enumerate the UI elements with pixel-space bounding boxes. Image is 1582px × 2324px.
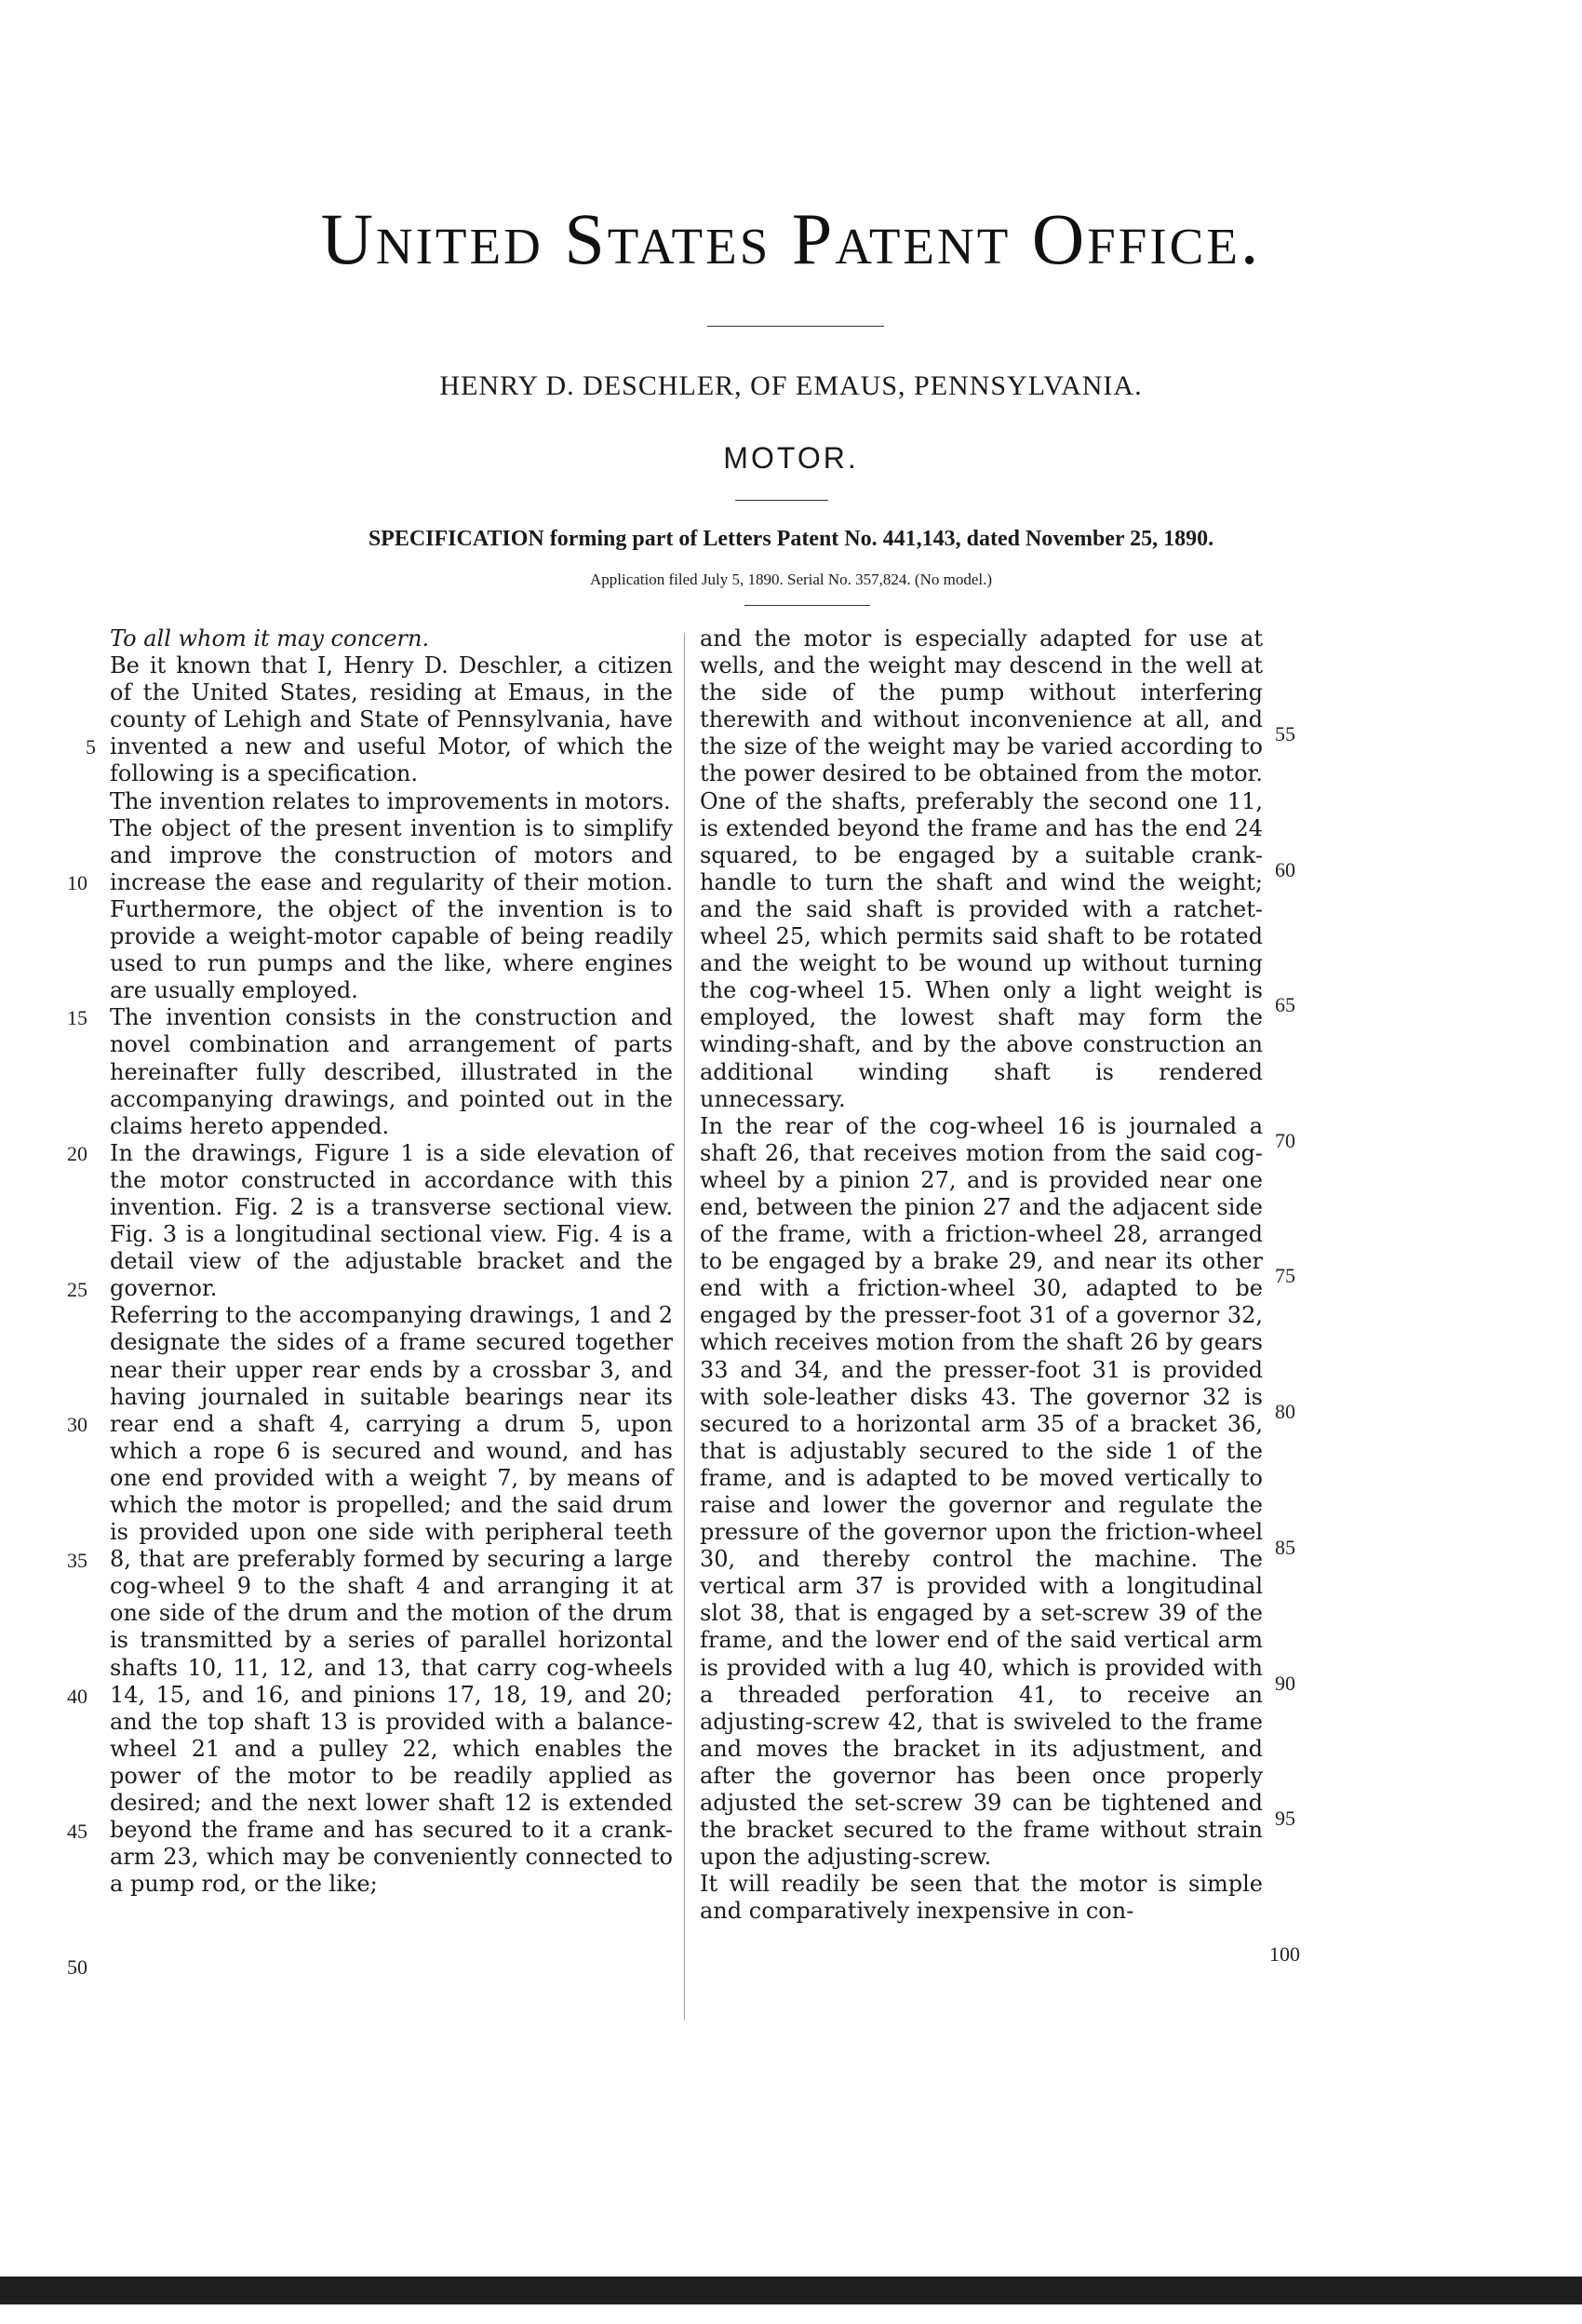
line-number: 50 [67,1955,87,1979]
paragraph: It will readily be seen that the motor is simple and comparatively inexpensive in con- [700,1871,1263,1925]
paragraph: In the drawings, Figure 1 is a side elevation of the motor constructed in accordance with this invention. Fig. 2 is a transverse sectional view. Fig. 3 is a longitudinal sectional view. Fig. 4 is a detail view of the adjustable bracket and the governor. [110,1139,673,1302]
line-number: 15 [67,1006,87,1029]
salutation: To all whom it may concern. [110,625,430,652]
line-number: 95 [1275,1807,1295,1830]
specification-line: SPECIFICATION forming part of Letters Patent No. 441,143, dated November 25, 1890. [368,527,1214,551]
line-number: 60 [1275,858,1295,881]
column-divider [684,633,685,2020]
paragraph: The object of the present invention is to simplify and improve the construction of motors and increase the ease and regularity of their motion. Furthermore, the object of the invention is to provide a weight-motor capable of being readily used to run pumps and the like, where engines are usually employed. [110,814,673,1004]
right-column [700,625,1263,1926]
inventor-line: HENRY D. DESCHLER, OF EMAUS, PENNSYLVANIA. [439,370,1143,401]
application-line: Application filed July 5, 1890. Serial No. 357,824. (No model.) [589,571,993,588]
invention-title: MOTOR. [723,441,859,475]
title-rule [707,326,884,327]
line-number: 40 [67,1685,87,1708]
line-number: 100 [1269,1942,1300,1966]
line-number: 90 [1275,1672,1295,1695]
line-number: 25 [67,1278,87,1301]
paragraph: The invention consists in the construction and novel combination and arrangement of parts hereinafter fully described, illustrated in the accompanying drawings, and pointed out in the claims hereto appended. [110,1004,673,1139]
line-number: 45 [67,1820,87,1843]
line-number: 20 [67,1142,87,1165]
line-number: 30 [67,1413,87,1436]
line-number: 5 [86,735,96,759]
invention-rule [735,500,828,501]
paragraph: Referring to the accompanying drawings, 1 and 2 designate the sides of a frame secured together near their upper rear ends by a crossbar 3, and having journaled in suitable bearings near its rear end a shaft 4, carrying a drum 5, upon which a rope 6 is secured and wound, and has one end provided with a weight 7, by means of which the motor is propelled; and the said drum is provided upon one side with peripheral teeth 8, that are preferably formed by securing a large cog-wheel 9 to the shaft 4 and arranging it at one side of the drum and the motion of the drum is transmitted by a series of parallel horizontal shafts 10, 11, 12, and 13, that carry cog-wheels 14, 15, and 16, and pinions 17, 18, 19, and 20; and the top shaft 13 is provided with a balance-wheel 21 and a pulley 22, which enables the power of the motor to be readily applied as desired; and the next lower shaft 12 is extended beyond the frame and has secured to it a crank-arm 23, which may be conveniently connected to a pump rod, or the like; [110,1302,673,1898]
paragraph: Be it known that I, Henry D. Deschler, a citizen of the United States, residing at Emaus, in the county of Lehigh and State of Pennsylvania, have invented a new and useful Motor, of which the following is a specification. [110,652,673,787]
scan-edge-bar [0,2277,1582,2304]
application-rule [744,605,870,606]
line-number: 55 [1275,722,1295,746]
line-number: 65 [1275,993,1295,1016]
line-number: 35 [67,1549,87,1572]
line-number: 70 [1275,1129,1295,1152]
line-number: 80 [1275,1400,1295,1423]
line-number: 85 [1275,1536,1295,1559]
paragraph: The invention relates to improvements in motors. [110,787,671,814]
line-number: 10 [67,871,87,894]
paragraph: In the rear of the cog-wheel 16 is journaled a shaft 26, that receives motion from the said cog-wheel by a pinion 27, and is provided near one end, between the pinion 27 and the adjacent side of the frame, with a friction-wheel 28, arranged to be engaged by a brake 29, and near its other end with a friction-wheel 30, adapted to be engaged by the presser-foot 31 of a governor 32, which receives motion from the shaft 26 by gears 33 and 34, and the presser-foot 31 is provided with sole-leather disks 43. The governor 32 is secured to a horizontal arm 35 of a bracket 36, that is adjustably secured to the side 1 of the frame, and is adapted to be moved vertically to raise and lower the governor and regulate the pressure of the governor upon the friction-wheel 30, and thereby control the machine. The vertical arm 37 is provided with a longitudinal slot 38, that is engaged by a set-screw 39 of the frame, and the lower end of the said vertical arm is provided with a lug 40, which is provided with a threaded perforation 41, to receive an adjusting-screw 42, that is swiveled to the frame and moves the bracket in its adjustment, and after the governor has been once properly adjusted the set-screw 39 can be tightened and the bracket secured to the frame without strain upon the adjusting-screw. [700,1112,1263,1871]
left-column [110,625,673,1898]
line-number: 75 [1275,1264,1295,1287]
paragraph: and the motor is especially adapted for use at wells, and the weight may descend in the well at the side of the pump without interfering therewith and without inconvenience at all, and the size of the weight may be varied according to the power desired to be obtained from the motor. One of the shafts, preferably the second one 11, is extended beyond the frame and has the end 24 squared, to be engaged by a suitable crank-handle to turn the shaft and wind the weight; and the said shaft is provided with a ratchet-wheel 25, which permits said shaft to be rotated and the weight to be wound up without turning the cog-wheel 15. When only a light weight is employed, the lowest shaft may form the winding-shaft, and by the above construction an additional winding shaft is rendered unnecessary. [700,625,1263,1112]
office-title: United States Patent Office. [320,198,1262,279]
